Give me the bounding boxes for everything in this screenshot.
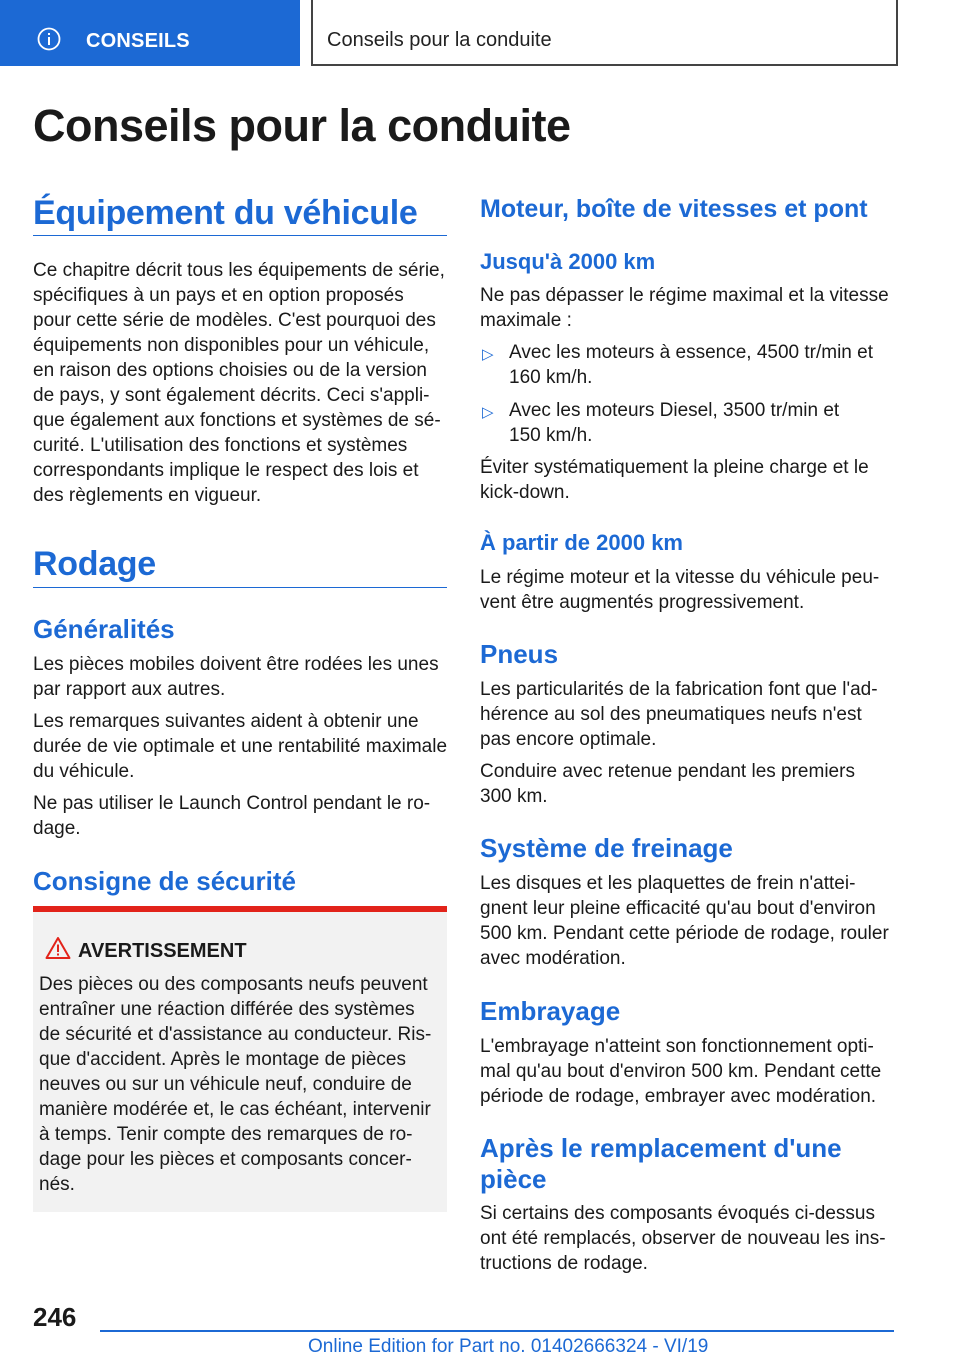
paragraph-apres: Si certains des composants évoqués ci-dessus ont été remplacés, observer de nouveau les ins‐ tructions de rodage. (480, 1203, 886, 1274)
heading-rule (33, 587, 447, 588)
warning-triangle-icon (45, 936, 71, 960)
paragraph-eviter: Éviter systématiquement la pleine charge et le kick-down. (480, 457, 869, 503)
breadcrumb-text: Conseils pour la conduite (327, 29, 552, 51)
bullet-triangle-icon: ▷ (482, 346, 494, 363)
footer-edition: Online Edition for Part no. 01402666324 - VI/19 (308, 1336, 709, 1357)
page-number: 246 (33, 1302, 77, 1332)
paragraph-jusqua: Ne pas dépasser le régime maximal et la vitesse maximale : (480, 285, 889, 331)
heading-equipement: Équipement du véhicule (33, 194, 418, 232)
paragraph-generalites-1: Les pièces mobiles doivent être rodées les unes par rapport aux autres. (33, 654, 439, 700)
heading-consigne: Consigne de sécurité (33, 866, 296, 896)
footer-rule (100, 1330, 894, 1332)
section-tab-label: CONSEILS (86, 30, 190, 52)
paragraph-equipement: Ce chapitre décrit tous les équipements de série, spécifiques à un pays et en option proposés pour cette série de modèles. C'est pourquoi des équipements non disponibles pour un véhicule, en raison des options choisies ou de la version de pays, y sont également décrits. Ceci s'appli‐ que également aux fonctions et systèmes de sé‐ curité. L'utilisation des fonctions et systèmes correspondants implique le respect des lois et des règlements en vigueur. (33, 260, 445, 506)
breadcrumb (311, 0, 898, 66)
paragraph-pneus-1: Les particularités de la fabrication font que l'ad‐ hérence au sol des pneumatiques neufs n'est pas encore optimale. (480, 679, 878, 750)
page-title: Conseils pour la conduite (33, 100, 571, 151)
section-tab[interactable] (0, 0, 300, 66)
bullet-triangle-icon: ▷ (482, 404, 494, 421)
warning-title: AVERTISSEMENT (78, 940, 247, 962)
paragraph-embrayage: L'embrayage n'atteint son fonctionnement opti‐ mal qu'au bout d'environ 500 km. Pendant cette période de rodage, embrayer avec modération. (480, 1036, 882, 1107)
warning-box (33, 906, 447, 1212)
heading-rodage: Rodage (33, 545, 156, 583)
list-item: Avec les moteurs Diesel, 3500 tr/min et 150 km/h. (509, 400, 840, 446)
heading-pneus: Pneus (480, 639, 559, 669)
warning-text: Des pièces ou des composants neufs peuvent entraîner une réaction différée des systèmes de sécurité et d'assistance au conducteur. Ris‐ que d'accident. Après le montage de pièces neuves ou sur un véhicule neuf, conduire de manière modérée et, le cas échéant, intervenir à temps. Tenir compte des remarques de ro‐ dage pour les pièces et composants concer‐ nés. (39, 974, 432, 1195)
heading-rule (33, 235, 447, 236)
paragraph-pneus-2: Conduire avec retenue pendant les premiers 300 km. (480, 761, 855, 807)
heading-apartir: À partir de 2000 km (480, 530, 683, 555)
heading-jusqua: Jusqu'à 2000 km (480, 249, 656, 274)
heading-freinage: Système de freinage (480, 833, 733, 863)
page-header (0, 0, 960, 66)
info-icon (37, 27, 61, 51)
paragraph-freinage: Les disques et les plaquettes de frein n'attei‐ gnent leur pleine efficacité qu'au bout d'environ 500 km. Pendant cette période de rodage, rouler avec modération. (480, 873, 889, 969)
heading-moteur: Moteur, boîte de vitesses et pont (480, 195, 868, 223)
list-item: Avec les moteurs à essence, 4500 tr/min et 160 km/h. (509, 342, 873, 388)
heading-embrayage: Embrayage (480, 996, 621, 1026)
heading-apres: Après le remplacement d'une pièce (480, 1133, 842, 1194)
heading-generalites: Généralités (33, 614, 175, 644)
paragraph-generalites-2: Les remarques suivantes aident à obtenir une durée de vie optimale et une rentabilité maximale du véhicule. (33, 711, 448, 782)
paragraph-apartir: Le régime moteur et la vitesse du véhicule peu‐ vent être augmentés progressivement. (480, 567, 880, 613)
paragraph-generalites-3: Ne pas utiliser le Launch Control pendant le ro‐ dage. (33, 793, 431, 839)
